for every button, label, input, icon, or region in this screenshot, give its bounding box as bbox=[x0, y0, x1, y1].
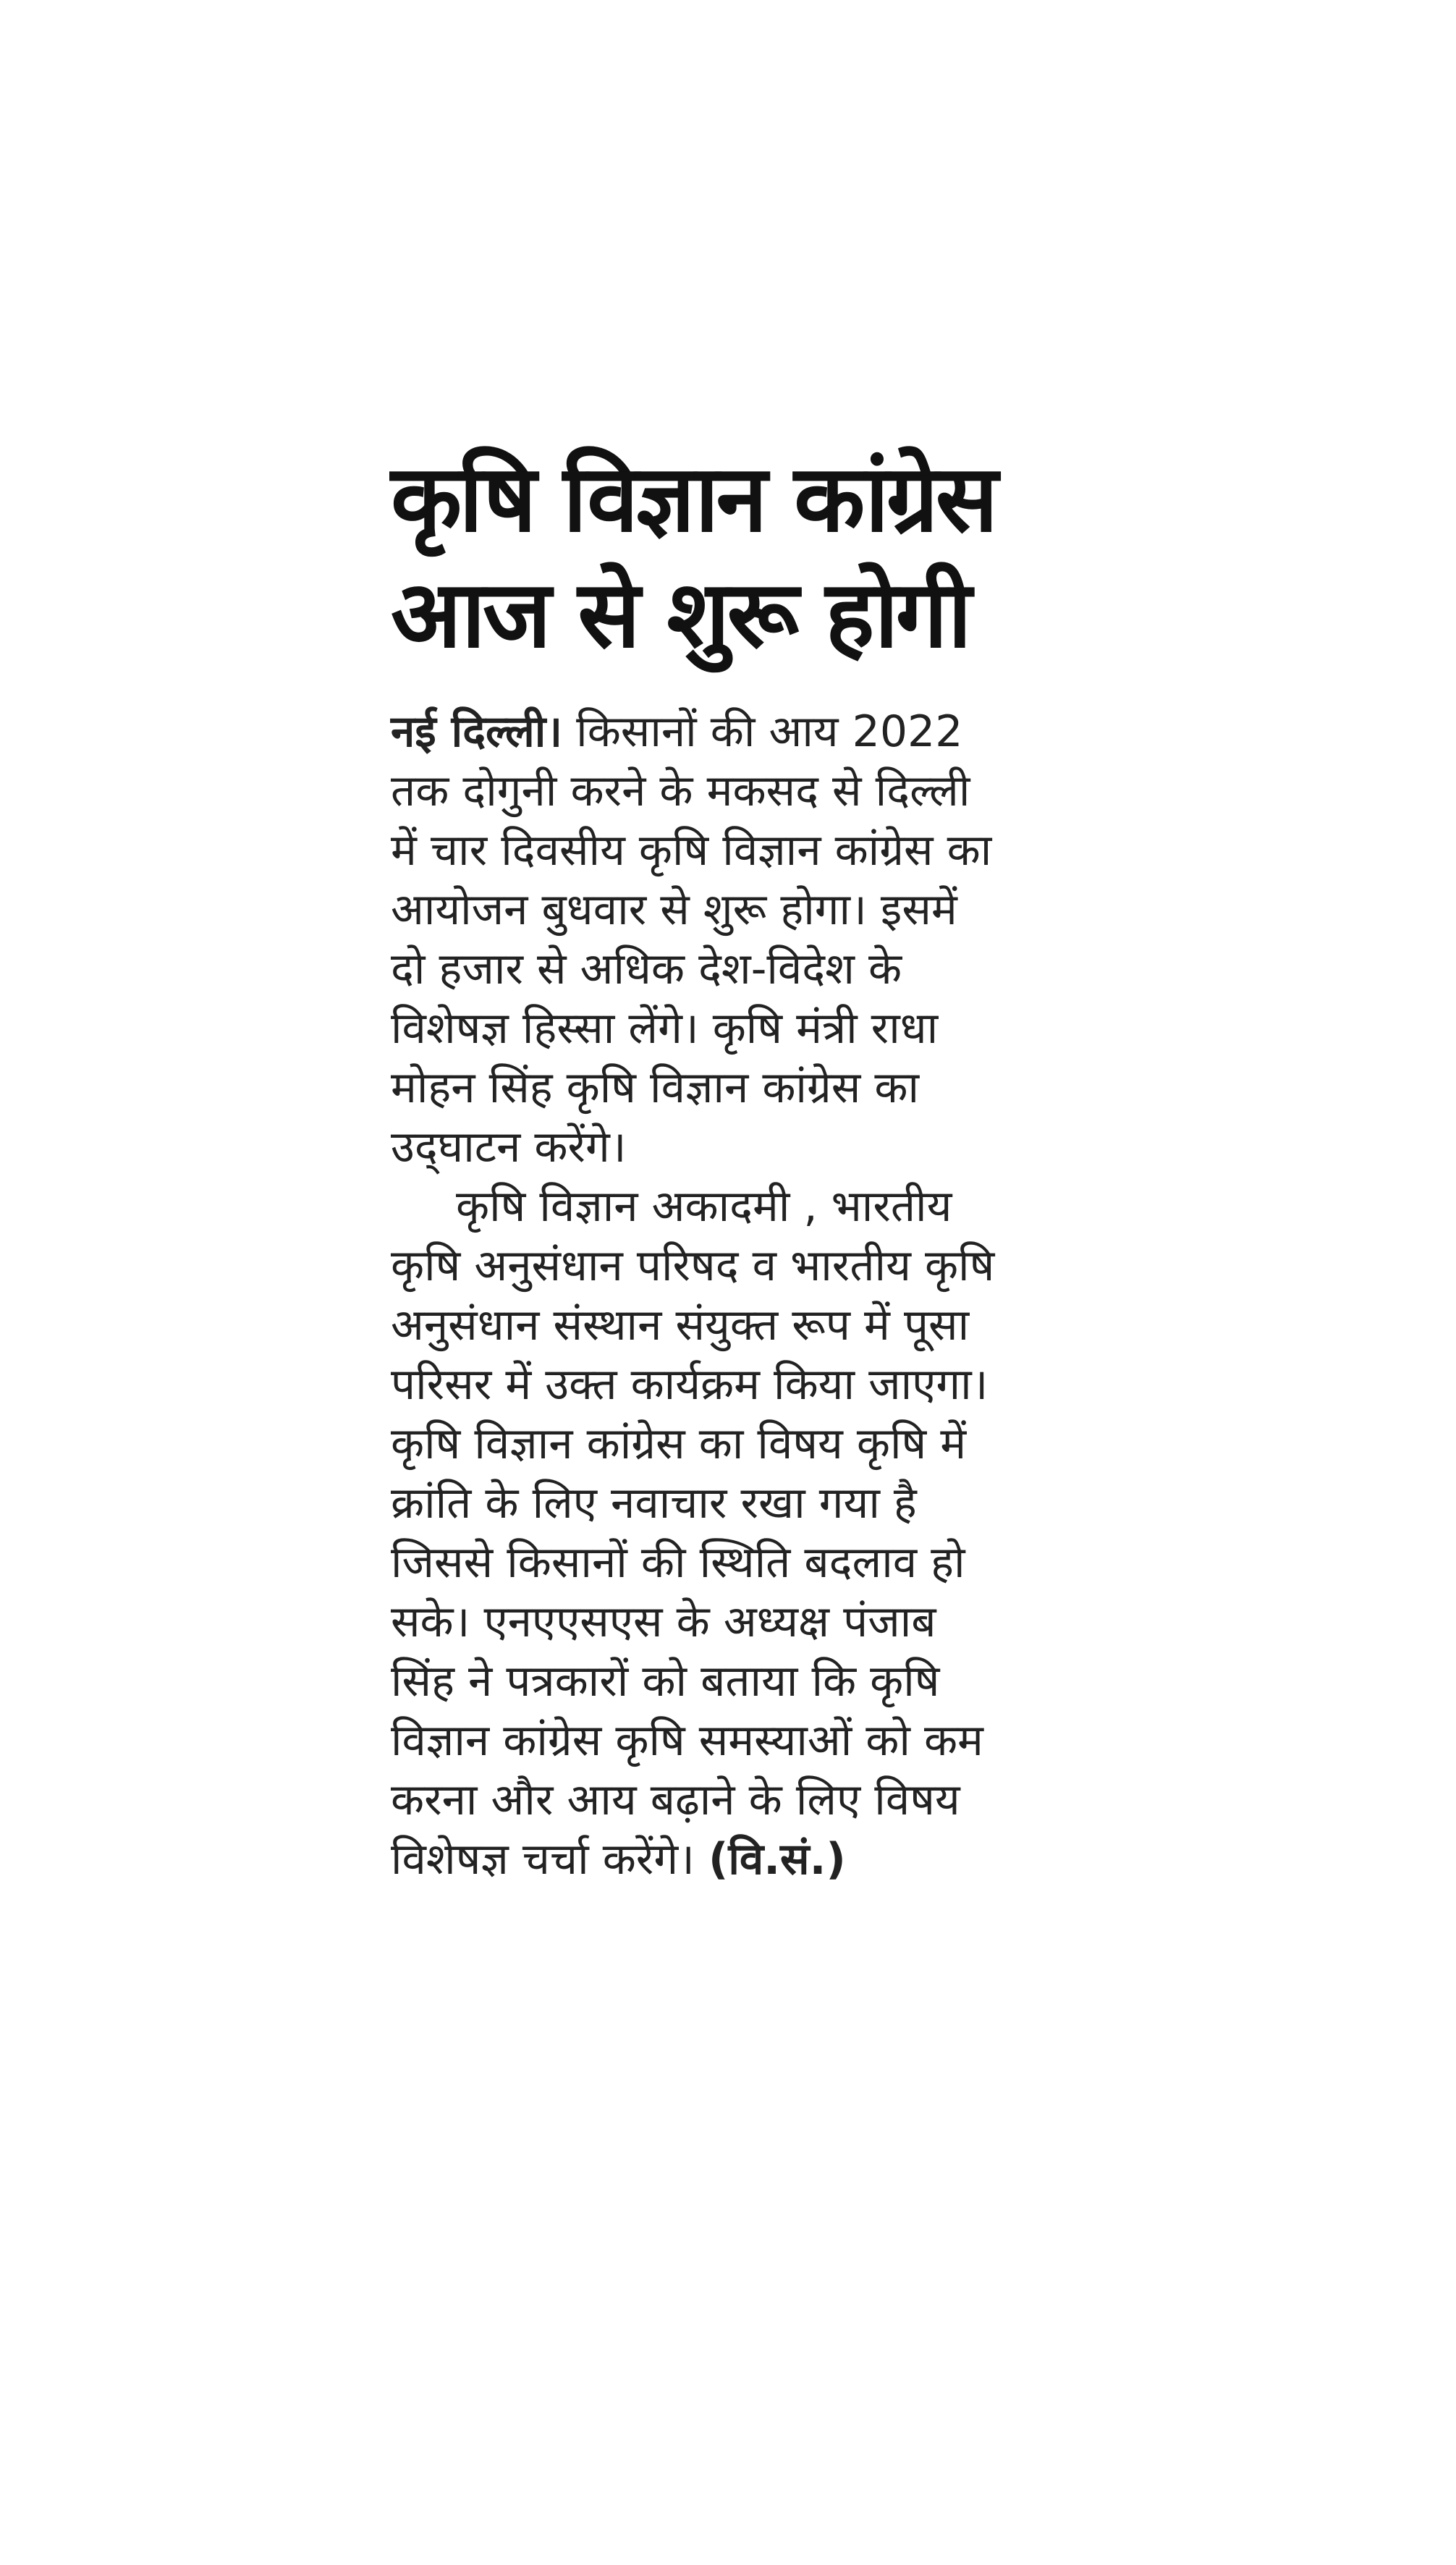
body-line-text: विशेषज्ञ चर्चा करेंगे। bbox=[391, 1834, 708, 1885]
body-line: कृषि विज्ञान कांग्रेस का विषय कृषि में bbox=[391, 1419, 967, 1469]
article-body bbox=[391, 702, 1071, 1889]
body-line: क्रांति के लिए नवाचार रखा गया है bbox=[391, 1478, 917, 1529]
body-line: विज्ञान कांग्रेस कृषि समस्याओं को कम bbox=[391, 1715, 983, 1766]
body-line: दो हजार से अधिक देश-विदेश के bbox=[391, 944, 902, 994]
body-line: में चार दिवसीय कृषि विज्ञान कांग्रेस का bbox=[391, 825, 992, 876]
body-line bbox=[391, 1830, 1071, 1889]
body-line: आयोजन बुधवार से शुरू होगा। इसमें bbox=[391, 884, 957, 935]
body-line: सके। एनएएसएस के अध्यक्ष पंजाब bbox=[391, 1597, 936, 1647]
body-line: उद्‌घाटन करेंगे। bbox=[391, 1122, 627, 1172]
body-line: अनुसंधान संस्थान संयुक्त रूप में पूसा bbox=[391, 1300, 970, 1351]
headline bbox=[391, 441, 1071, 673]
paragraph-1 bbox=[391, 702, 1071, 1177]
body-line: सिंह ने पत्रकारों को बताया कि कृषि bbox=[391, 1656, 940, 1707]
body-line: मोहन सिंह कृषि विज्ञान कांग्रेस का bbox=[391, 1062, 920, 1113]
body-line: जिससे किसानों की स्थिति बदलाव हो bbox=[391, 1537, 965, 1588]
headline-line-2: आज से शुरू होगी bbox=[391, 561, 969, 669]
body-line-text: किसानों की आय 2022 bbox=[562, 706, 963, 757]
dateline: नई दिल्ली। bbox=[391, 706, 563, 757]
news-clipping bbox=[391, 441, 1071, 1889]
byline-credit: (वि.सं.) bbox=[708, 1834, 846, 1885]
headline-line-1: कृषि विज्ञान कांग्रेस bbox=[391, 445, 996, 553]
body-line: कृषि विज्ञान अकादमी , भारतीय bbox=[456, 1181, 952, 1232]
body-line: करना और आय बढ़ाने के लिए विषय bbox=[391, 1775, 960, 1825]
body-line bbox=[391, 702, 1071, 761]
body-line: तक दोगुनी करने के मकसद से दिल्ली bbox=[391, 766, 970, 816]
body-line: विशेषज्ञ हिस्सा लेंगे। कृषि मंत्री राधा bbox=[391, 1003, 939, 1054]
body-line: परिसर में उक्त कार्यक्रम किया जाएगा। bbox=[391, 1359, 989, 1410]
paragraph-2 bbox=[391, 1177, 1071, 1889]
body-line: कृषि अनुसंधान परिषद व भारतीय कृषि bbox=[391, 1241, 995, 1291]
